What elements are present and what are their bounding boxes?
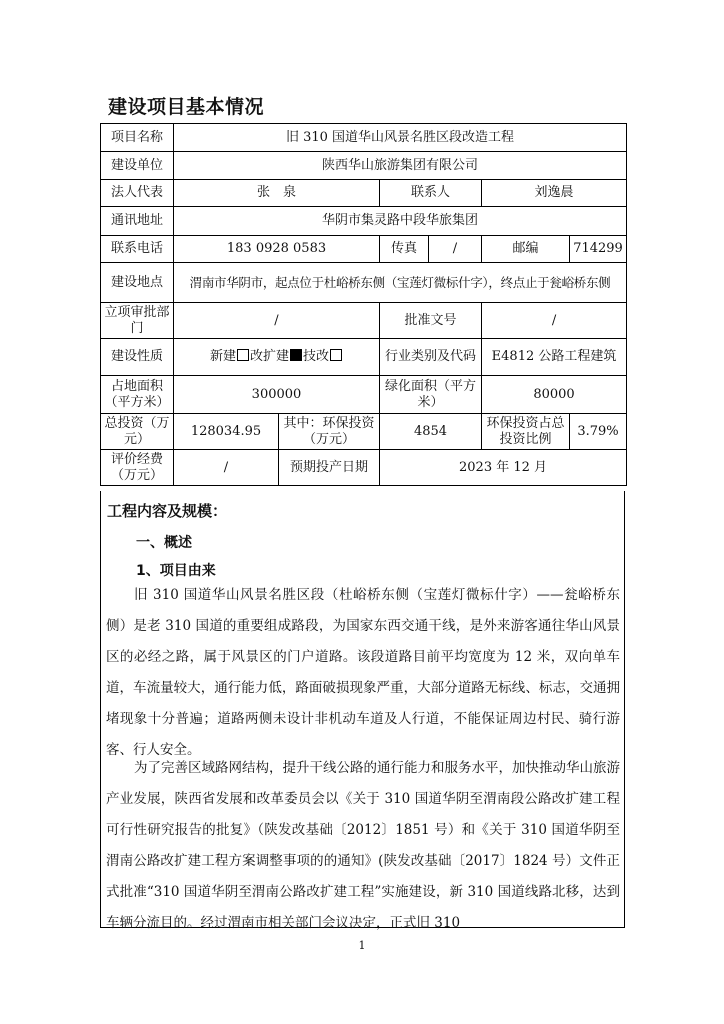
green-area-label: 绿化面积（平方米）	[380, 376, 482, 414]
nature-tech-label: 技改	[303, 349, 330, 364]
table-row	[101, 414, 627, 450]
contact-value: 刘逸晨	[482, 180, 627, 207]
eval-fee-label: 评价经费（万元）	[101, 450, 174, 486]
approval-dept-label: 立项审批部门	[101, 303, 174, 339]
approval-dept-value: /	[174, 303, 380, 339]
section-heading: 一、概述	[136, 535, 192, 551]
table-row	[101, 263, 627, 303]
table-row	[101, 207, 627, 236]
table-row	[101, 303, 627, 339]
green-area-value: 80000	[482, 376, 627, 414]
address-value: 华阴市集灵路中段华旅集团	[174, 207, 627, 236]
nature-new-label: 新建	[209, 349, 236, 364]
table-row	[101, 339, 627, 376]
builder-value: 陕西华山旅游集团有限公司	[174, 152, 627, 180]
nature-value	[174, 339, 380, 376]
paragraph-approval: 为了完善区域路网结构，提升干线公路的通行能力和服务水平，加快推动华山旅游产业发展，陕西省发展和改革委员会以《关于 310 国道华阴至渭南段公路改扩建工程可行性研究报告的批复》（陕发改基础〔2012〕1851 号）和《关于 310 国道华阴至渭南公路改扩建工程方案调整事项的的通知》(陕发改基础〔2017〕1824 号）文件正式批准“310 国道华阴至渭南公路改扩建工程”实施建设，新 310 国道线路北移，达到车辆分流目的。经过渭南市相关部门会议决定，正式旧 310	[106, 760, 620, 931]
subsection-heading: 1、项目由来	[136, 563, 216, 579]
legal-rep-value: 张 泉	[174, 180, 380, 207]
location-value: 渭南市华阴市，起点位于杜峪桥东侧（宝莲灯微标什字），终点止于瓮峪桥东侧	[174, 263, 627, 303]
industry-label: 行业类别及代码	[380, 339, 482, 376]
contact-label: 联系人	[380, 180, 482, 207]
prod-date-value: 2023 年 12 月	[380, 450, 627, 486]
nature-tech-checkbox	[330, 349, 342, 361]
postcode-value: 714299	[570, 236, 627, 263]
prod-date-label: 预期投产日期	[279, 450, 380, 486]
page-number: 1	[358, 939, 366, 952]
total-invest-value: 128034.95	[174, 414, 279, 450]
paragraph-background: 旧 310 国道华山风景名胜区段（杜峪桥东侧（宝莲灯微标什字）——瓮峪桥东侧）是老 310 国道的重要组成路段，为国家东西交通干线，是外来游客通往华山风景区的必经之路，属于风景区的门户道路。该段道路目前平均宽度为 12 米，双向单车道，车流量较大，通行能力低，路面破损现象严重，大部分道路无标线、标志，交通拥堵现象十分普遍；道路两侧未设计非机动车道及人行道，不能保证周边村民、骑行游客、行人安全。	[106, 587, 620, 758]
area-label: 占地面积（平方米）	[101, 376, 174, 414]
industry-value: E4812 公路工程建筑	[482, 339, 627, 376]
phone-label: 联系电话	[101, 236, 174, 263]
table-row	[101, 376, 627, 414]
legal-rep-label: 法人代表	[101, 180, 174, 207]
phone-value: 183 0928 0583	[174, 236, 380, 263]
fax-value: /	[452, 241, 458, 256]
project-name-label: 项目名称	[101, 124, 174, 152]
eval-fee-value: /	[174, 450, 279, 486]
fax-label: 传真	[380, 236, 429, 262]
env-ratio-value: 3.79%	[570, 414, 627, 450]
env-ratio-label: 环保投资占总投资比例	[482, 414, 570, 450]
total-invest-label: 总投资（万元）	[101, 414, 174, 450]
nature-expand-label: 改扩建	[249, 349, 289, 364]
builder-label: 建设单位	[101, 152, 174, 180]
location-label: 建设地点	[101, 263, 174, 303]
table-row	[101, 450, 627, 486]
content-heading: 工程内容及规模：	[107, 502, 228, 520]
area-value: 300000	[174, 376, 380, 414]
fax-group	[380, 236, 482, 263]
env-invest-label: 其中：环保投资（万元）	[279, 414, 380, 450]
nature-new-checkbox	[237, 349, 249, 361]
env-invest-value: 4854	[380, 414, 482, 450]
nature-label: 建设性质	[101, 339, 174, 376]
approval-no-label: 批准文号	[380, 303, 482, 339]
table-row	[101, 152, 627, 180]
project-name-value: 旧 310 国道华山风景名胜区段改造工程	[174, 124, 627, 152]
page-title: 建设项目基本情况	[108, 96, 265, 118]
approval-no-value: /	[482, 303, 627, 339]
project-info-table	[100, 123, 627, 486]
table-row	[101, 236, 627, 263]
nature-expand-checkbox	[290, 349, 302, 361]
postcode-label: 邮编	[482, 236, 570, 263]
table-row	[101, 124, 627, 152]
address-label: 通讯地址	[101, 207, 174, 236]
table-row	[101, 180, 627, 207]
